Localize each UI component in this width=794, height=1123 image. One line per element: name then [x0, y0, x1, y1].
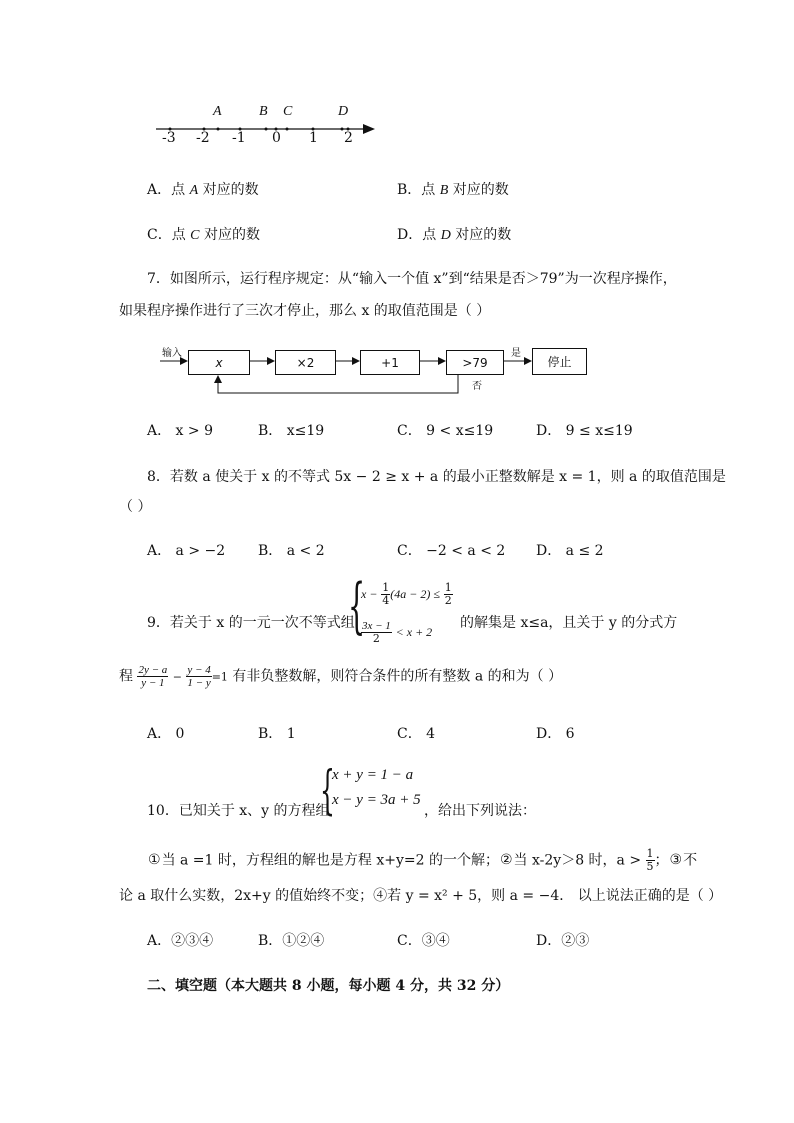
- statement-text: 当 x-2y＞8 时，a >: [513, 852, 642, 869]
- tick-label: 0: [272, 130, 281, 146]
- frac-num: y − 4: [187, 664, 211, 676]
- statement-number: ②: [499, 852, 513, 868]
- frac-num: 1: [646, 847, 654, 860]
- option-letter: D．: [536, 933, 562, 949]
- q8-option-a[interactable]: A． a > −2: [147, 543, 226, 559]
- flow-box-stop: 停止: [532, 348, 587, 375]
- option-var: C: [190, 228, 200, 243]
- section-heading: [147, 975, 509, 995]
- q8-option-b[interactable]: B． a < 2: [258, 543, 325, 559]
- q10-eq1: x + y = 1 − a: [332, 767, 414, 783]
- statement-text: 不: [683, 852, 698, 869]
- statement-text: 当 a =1 时，方程组的解也是方程 x+y=2 的一个解；: [161, 852, 499, 869]
- q8-option-d[interactable]: D． a ≤ 2: [536, 543, 604, 559]
- frac-num: 1: [444, 581, 452, 594]
- option-text: 对应的数: [450, 227, 512, 243]
- option-mark: ③: [421, 933, 436, 949]
- q9-stem-prefix: 9．若关于 x 的一元一次不等式组: [147, 615, 355, 631]
- q6-option-c[interactable]: [147, 224, 260, 244]
- frac-den: y − 1: [141, 677, 165, 689]
- tick-label: 2: [344, 130, 353, 146]
- frac-den: 1 − y: [187, 677, 211, 689]
- point-label-d: D: [338, 104, 349, 119]
- point-label-c: C: [283, 104, 293, 119]
- q9-ineq2: [361, 620, 432, 645]
- option-mark: ①: [282, 933, 297, 949]
- statement-number: ④: [373, 888, 388, 904]
- frac-den: 2: [444, 594, 452, 607]
- option-var: D: [440, 228, 451, 243]
- flow-box-compare: >79: [446, 350, 504, 375]
- q9-option-d[interactable]: D． 6: [536, 726, 575, 742]
- option-text: 点: [421, 182, 440, 198]
- point-label-b: B: [259, 104, 268, 119]
- option-mark: ②: [171, 933, 186, 949]
- statement-number: ③: [669, 852, 683, 868]
- q8-option-c[interactable]: C． −2 < a < 2: [397, 543, 506, 559]
- point-label-a: A: [213, 104, 222, 119]
- tick-label: 1: [309, 130, 318, 146]
- statement-text: ；: [654, 852, 669, 869]
- q10-option-a[interactable]: [147, 930, 213, 950]
- q6-option-b[interactable]: [397, 179, 509, 199]
- flow-no-label: 否: [472, 381, 482, 392]
- option-var: A: [189, 183, 199, 198]
- q8-stem-line2: （ ）: [119, 499, 152, 515]
- tick-label: -2: [196, 130, 210, 146]
- option-letter: C．: [397, 933, 422, 949]
- tick-label: -3: [162, 130, 176, 146]
- q7-stem-line2: 如果程序操作进行了三次才停止，那么 x 的取值范围是（ ）: [119, 303, 491, 319]
- flow-yes-label: 是: [511, 348, 521, 359]
- stem-text: 有非负整数解，则符合条件的所有整数 a 的和为（ ）: [232, 668, 563, 685]
- q10-stem-suffix: ，给出下列说法：: [424, 803, 536, 819]
- option-text: 对应的数: [448, 182, 509, 198]
- ineq-text: (4a − 2) ≤: [390, 587, 440, 601]
- flow-box-x: x: [188, 350, 250, 375]
- option-var: B: [439, 183, 449, 198]
- option-letter: B．: [397, 182, 422, 198]
- q7-stem-line1: 7．如图所示，运行程序规定：从“输入一个值 x”到“结果是否＞79”为一次程序操作，: [147, 271, 677, 287]
- statement-text: 论 a 取什么实数，2x+y 的值始终不变；: [119, 888, 374, 904]
- option-letter: A．: [147, 933, 172, 949]
- frac-den: 4: [382, 594, 390, 607]
- frac-den: 5: [646, 860, 654, 873]
- flow-box-plus1: +1: [360, 350, 420, 375]
- section-title: 二、填空题: [147, 978, 217, 994]
- ineq-text: < x + 2: [395, 625, 433, 639]
- option-letter: D．: [397, 227, 423, 243]
- frac-num: 3x − 1: [362, 620, 391, 632]
- option-letter: C．: [147, 227, 172, 243]
- q10-option-c[interactable]: [397, 930, 450, 950]
- number-line-figure: [150, 100, 390, 150]
- option-mark: ③: [575, 933, 590, 949]
- q9-stem-suffix: 的解集是 x≤a，且关于 y 的分式方: [460, 615, 678, 631]
- option-mark: ④: [435, 933, 450, 949]
- q9-system-brace: {: [348, 571, 366, 641]
- stem-text: 程: [119, 668, 133, 685]
- q10-option-b[interactable]: [258, 930, 324, 950]
- q7-option-d[interactable]: D． 9 ≤ x≤19: [536, 423, 633, 439]
- option-text: 对应的数: [198, 182, 259, 198]
- q6-option-d[interactable]: [397, 224, 511, 244]
- option-mark: ②: [561, 933, 576, 949]
- tick-label: -1: [232, 130, 246, 146]
- q7-option-a[interactable]: A． x > 9: [147, 423, 213, 439]
- option-text: 点: [171, 182, 190, 198]
- option-mark: ③: [185, 933, 200, 949]
- q10-statements-line2: [119, 885, 722, 905]
- option-text: 对应的数: [199, 227, 260, 243]
- q10-eq2: x − y = 3a + 5: [332, 792, 421, 808]
- minus-sign: −: [172, 670, 182, 684]
- option-text: 点: [171, 227, 191, 243]
- q7-option-b[interactable]: B． x≤19: [258, 423, 325, 439]
- flow-box-times2: ×2: [275, 350, 336, 375]
- frac-num: 1: [382, 581, 390, 594]
- ineq-text: x −: [361, 587, 378, 601]
- q10-statements-line1: [147, 848, 697, 873]
- flow-input-label: 输入: [162, 348, 182, 359]
- statement-number: ①: [148, 852, 161, 868]
- option-mark: ④: [199, 933, 214, 949]
- q9-ineq1: [361, 582, 453, 607]
- q8-stem-line1: 8．若数 a 使关于 x 的不等式 5x − 2 ≥ x + a 的最小正整数解是 x = 1，则 a 的取值范围是: [147, 469, 726, 485]
- q10-system-brace: {: [320, 761, 335, 821]
- section-detail: （本大题共 8 小题，每小题 4 分，共 32 分）: [217, 978, 510, 994]
- option-letter: B．: [258, 933, 283, 949]
- q9-option-c[interactable]: C． 4: [397, 726, 436, 742]
- q6-option-a[interactable]: [147, 179, 259, 199]
- frac-den: 2: [372, 632, 380, 645]
- frac-num: 2y − a: [138, 664, 168, 676]
- q9-option-a[interactable]: A． 0: [147, 726, 185, 742]
- q10-option-d[interactable]: [536, 930, 589, 950]
- option-mark: ④: [310, 933, 325, 949]
- option-mark: ②: [296, 933, 311, 949]
- q7-option-c[interactable]: C． 9 < x≤19: [397, 423, 494, 439]
- q10-stem-prefix: 10．已知关于 x、y 的方程组: [147, 803, 330, 819]
- option-text: 点: [422, 227, 441, 243]
- q9-option-b[interactable]: B． 1: [258, 726, 296, 742]
- statement-text: 若 y = x² + 5，则 a = −4． 以上说法正确的是（ ）: [387, 888, 723, 904]
- option-letter: A．: [147, 182, 172, 198]
- q9-stem-line2: [119, 664, 562, 689]
- eq-rhs: =1: [211, 670, 228, 684]
